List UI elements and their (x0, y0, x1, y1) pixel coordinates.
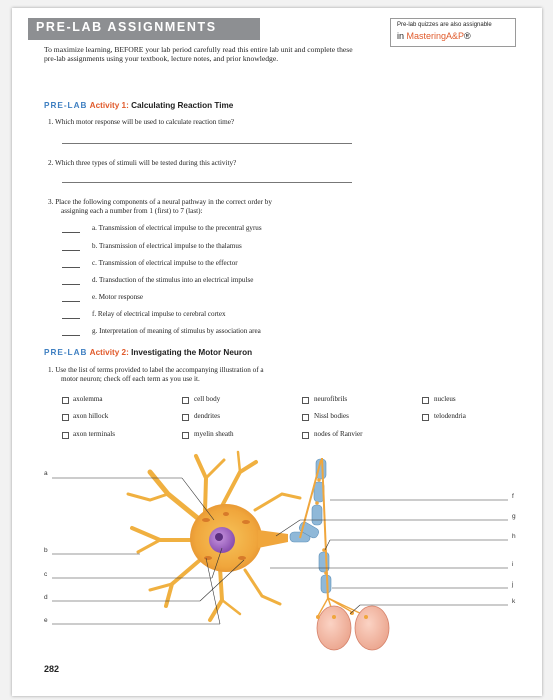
diagram-label-e: e (44, 617, 48, 624)
term-telodendria: telodendria (434, 412, 466, 420)
diagram-label-f: f (512, 493, 514, 500)
diagram-label-h: h (512, 533, 516, 540)
diagram-label-g: g (512, 513, 516, 520)
activity1-question3-line2: assigning each a number from 1 (first) to 7 (last): (61, 207, 203, 215)
diagram-label-b: b (44, 547, 48, 554)
diagram-label-i: i (512, 561, 514, 568)
term-axon-terminals: axon terminals (73, 430, 115, 438)
axon-hillock (258, 530, 288, 548)
term-myelin-sheath: myelin sheath (194, 430, 234, 438)
page-title: PRE-LAB ASSIGNMENTS (36, 20, 217, 34)
activity1-prefix: PRE-LAB (44, 101, 88, 110)
activity2-question1-line1: 1. Use the list of terms provided to label the accompanying illustration of a (48, 366, 264, 374)
term-nodes-of-ranvier: nodes of Ranvier (314, 430, 363, 438)
intro-paragraph: To maximize learning, BEFORE your lab period carefully read this entire lab unit and complete these pre-lab assignments using your textbook, lecture notes, and prior knowledge. (44, 45, 353, 64)
term-nissl-bodies: Nissl bodies (314, 412, 349, 420)
term-neurofibrils: neurofibrils (314, 395, 348, 403)
nucleus (209, 527, 235, 553)
activity2-number: Activity 2: (89, 348, 129, 357)
diagram-label-c: c (44, 571, 48, 578)
order-item-d: d. Transduction of the stimulus into an electrical impulse (92, 276, 254, 284)
mastering-notice-line1: Pre-lab quizzes are also assignable (397, 22, 492, 28)
activity2-question1-line2: motor neuron; check off each term as you use it. (61, 375, 200, 383)
mastering-prefix: in (397, 31, 407, 41)
term-axon-hillock: axon hillock (73, 412, 109, 420)
activity1-number: Activity 1: (89, 101, 129, 110)
activity1-question2: 2. Which three types of stimuli will be tested during this activity? (48, 159, 237, 167)
activity1-question3-line1: 3. Place the following components of a neural pathway in the correct order by (48, 198, 272, 206)
term-cell-body: cell body (194, 395, 221, 403)
term-dendrites: dendrites (194, 412, 221, 420)
axon-terminals-muscle (316, 606, 389, 650)
diagram-label-k: k (512, 598, 516, 605)
term-axolemma: axolemma (73, 395, 103, 403)
order-item-g: g. Interpretation of meaning of stimulus by association area (92, 327, 261, 335)
mastering-brand: MasteringA&P (406, 31, 465, 41)
activity1-question1: 1. Which motor response will be used to calculate reaction time? (48, 118, 235, 126)
page-number: 282 (44, 664, 60, 674)
order-item-b: b. Transmission of electrical impulse to the thalamus (92, 242, 242, 250)
activity2-prefix: PRE-LAB (44, 348, 88, 357)
diagram-label-d: d (44, 594, 48, 601)
order-item-a: a. Transmission of electrical impulse to the precentral gyrus (92, 224, 262, 232)
activity1-title: Calculating Reaction Time (131, 101, 234, 110)
activity2-title: Investigating the Motor Neuron (131, 348, 253, 357)
mastering-mark: ® (464, 31, 471, 41)
order-item-e: e. Motor response (92, 293, 144, 301)
term-nucleus: nucleus (434, 395, 456, 403)
diagram-label-j: j (512, 581, 514, 588)
order-item-c: c. Transmission of electrical impulse to the effector (92, 259, 238, 267)
diagram-label-a: a (44, 470, 48, 477)
order-item-f: f. Relay of electrical impulse to cerebral cortex (92, 310, 226, 318)
